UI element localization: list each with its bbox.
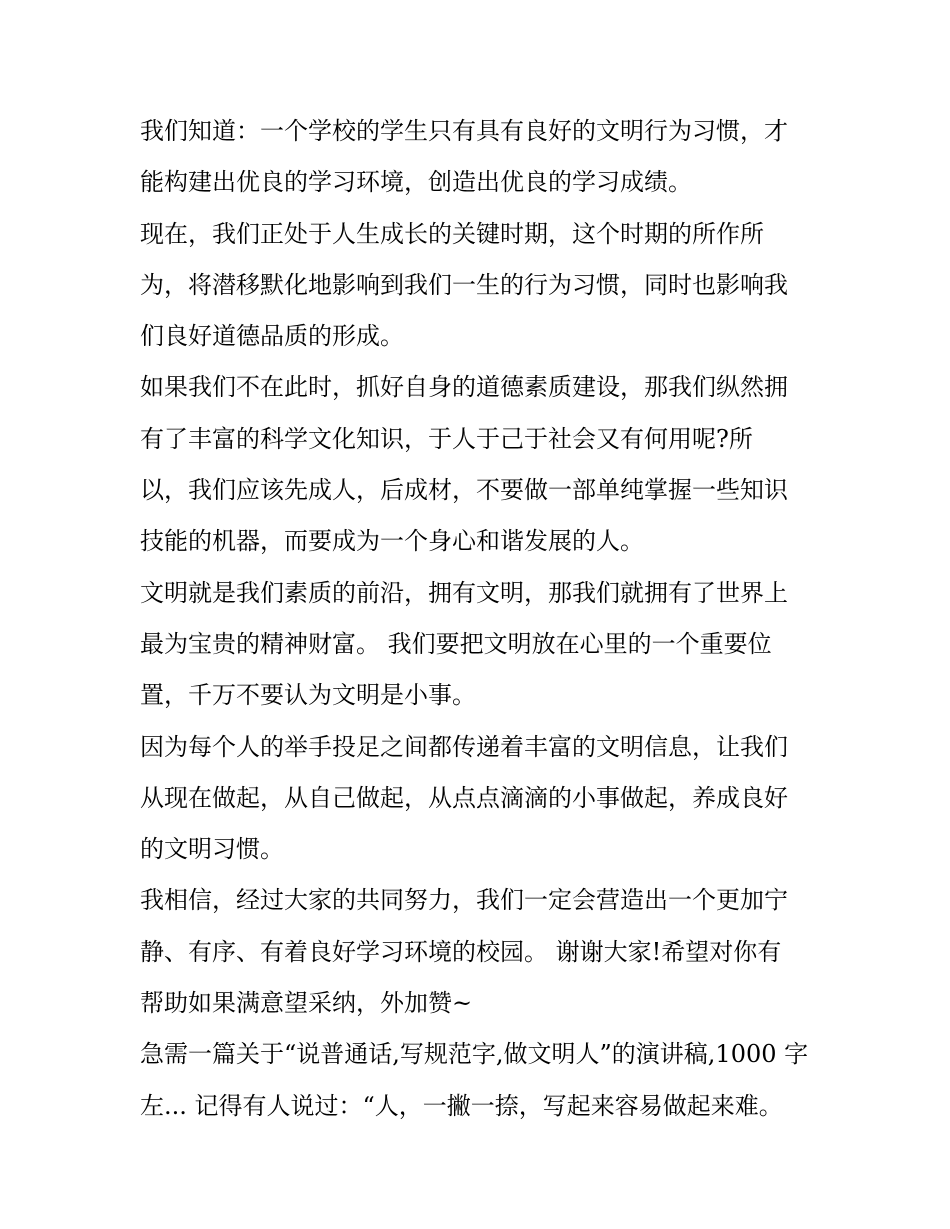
text-line: 急需一篇关于“说普通话,写规范字,做文明人”的演讲稿,1000 字 xyxy=(140,1040,809,1069)
text-line: 置，千万不要认为文明是小事。 xyxy=(140,681,476,710)
text-line: 以，我们应该先成人，后成材，不要做一部单纯掌握一些知识 xyxy=(140,476,788,505)
text-line: 最为宝贵的精神财富。 我们要把文明放在心里的一个重要位 xyxy=(140,629,772,658)
text-line: 左... 记得有人说过：“人，一撇一捺，写起来容易做起来难。 xyxy=(140,1091,783,1120)
text-line: 们良好道德品质的形成。 xyxy=(140,322,404,351)
text-line: 我们知道：一个学校的学生只有具有良好的文明行为习惯，才 xyxy=(140,117,788,145)
text-line: 现在，我们正处于人生成长的关键时期，这个时期的所作所 xyxy=(140,219,764,248)
text-line: 能构建出优良的学习环境，创造出优良的学习成绩。 xyxy=(140,168,692,197)
text-line: 帮助如果满意望采纳，外加赞~ xyxy=(140,989,473,1018)
text-line: 如果我们不在此时，抓好自身的道德素质建设，那我们纵然拥 xyxy=(140,373,788,402)
text-line: 为，将潜移默化地影响到我们一生的行为习惯，同时也影响我 xyxy=(140,270,788,299)
text-line: 的文明习惯。 xyxy=(140,835,284,864)
body-text xyxy=(140,106,830,1132)
text-line: 因为每个人的举手投足之间都传递着丰富的文明信息，让我们 xyxy=(140,732,788,761)
text-line: 从现在做起，从自己做起，从点点滴滴的小事做起，养成良好 xyxy=(140,783,788,812)
text-line: 我相信，经过大家的共同努力，我们一定会营造出一个更加宁 xyxy=(140,886,788,915)
text-line: 静、有序、有着良好学习环境的校园。 谢谢大家!希望对你有 xyxy=(140,937,782,966)
text-line: 文明就是我们素质的前沿，拥有文明，那我们就拥有了世界上 xyxy=(140,578,788,607)
text-line: 有了丰富的科学文化知识，于人于己于社会又有何用呢?所 xyxy=(140,424,753,453)
text-line: 技能的机器，而要成为一个身心和谐发展的人。 xyxy=(140,527,644,556)
